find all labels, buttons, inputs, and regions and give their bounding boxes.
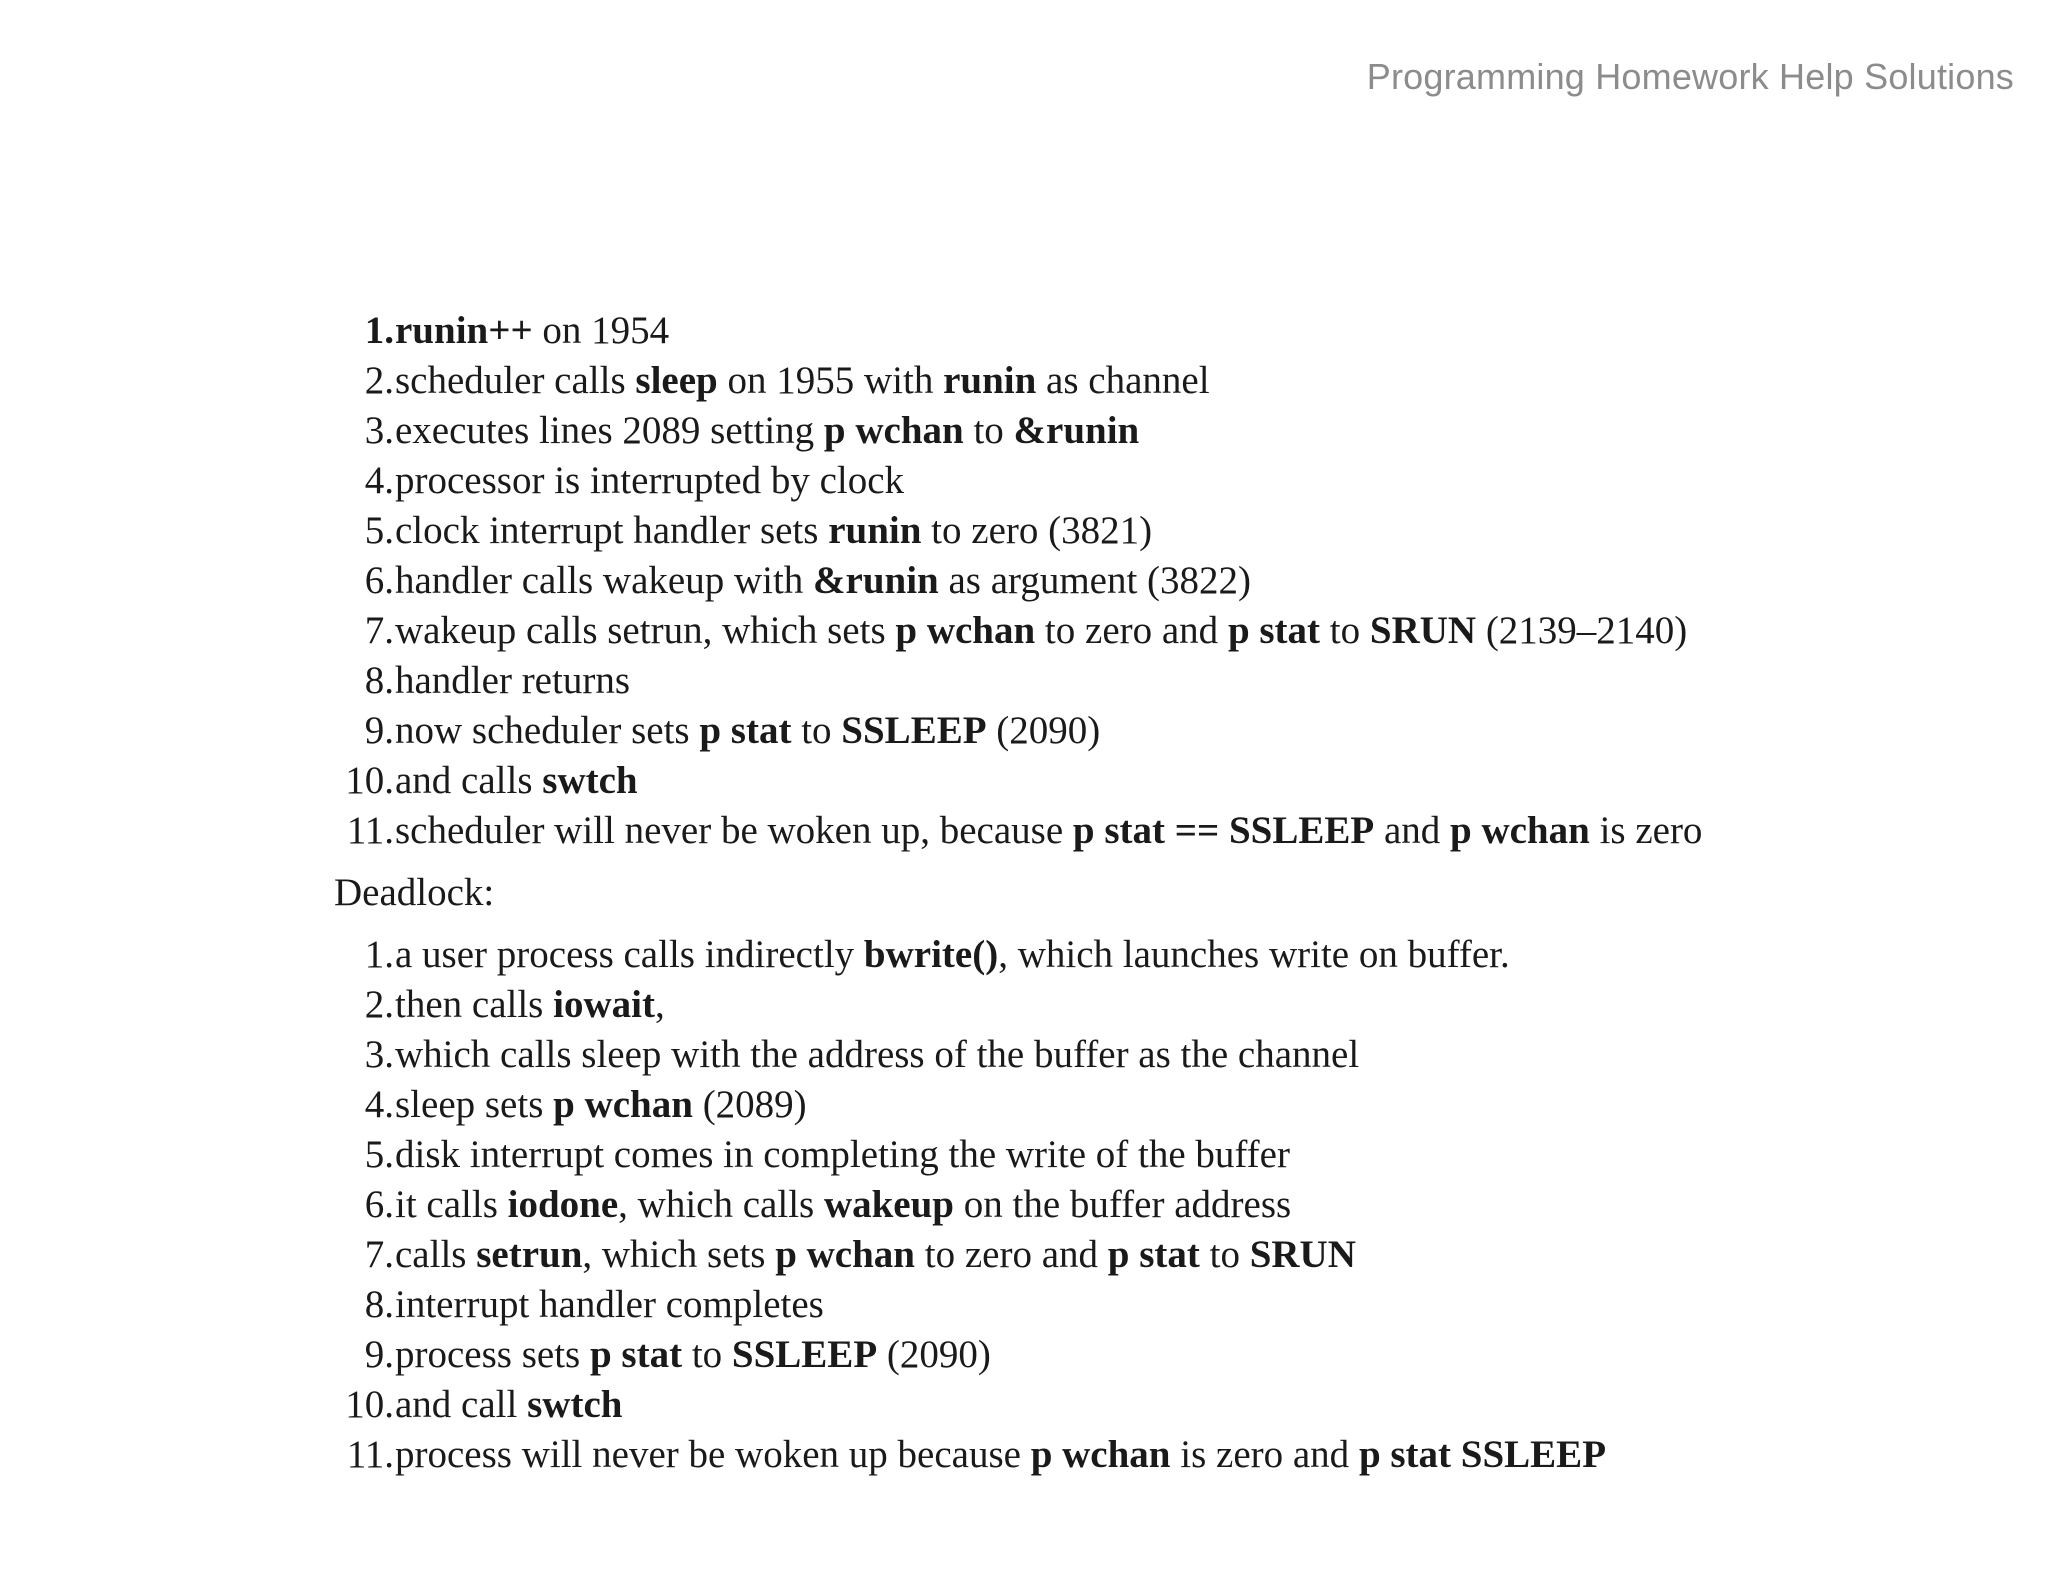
bold-term: &runin [813,559,939,602]
bold-term: iodone [507,1183,619,1226]
text-run: to [791,709,842,752]
list-item-text [395,406,1139,456]
bold-term: sleep [635,359,718,402]
list-item-number: 3. [364,409,394,452]
text-run: and call [395,1383,528,1426]
bold-term: p wchan [895,609,1036,652]
text-run: interrupt handler completes [395,1283,824,1326]
list-item [334,556,2034,606]
list-item-number: 6. [364,1183,394,1226]
list-item [334,1380,2034,1430]
list-item-text [395,1380,622,1430]
bold-term: p wchan [553,1083,693,1126]
list-item-number: 2. [364,359,394,402]
list-item [334,656,2034,706]
deadlock-heading: Deadlock: [334,871,495,914]
text-run: (2090) [986,709,1101,752]
bold-term: iowait [553,983,655,1026]
text-run: to [1320,609,1370,652]
list-item-text [395,1030,1359,1080]
list-item-number: 11. [346,1433,394,1476]
bold-term: p wchan [1450,809,1590,852]
text-run: , which launches write on buffer. [998,933,1510,976]
text-run: it calls [395,1183,508,1226]
list-item [334,980,2034,1030]
list-item-text [395,1230,1356,1280]
bold-term: bwrite() [863,933,999,976]
text-run: a user process calls indirectly [395,933,864,976]
text-run: calls [395,1233,477,1276]
list-item [334,1130,2034,1180]
bold-term: wakeup [823,1183,954,1226]
list-item-number: 4. [364,1083,394,1126]
list-item-number: 10. [345,1383,394,1426]
bold-term: p stat [1107,1233,1200,1276]
list-item-text [395,606,1687,656]
bold-term: p stat [589,1333,683,1376]
deadlock-list [334,930,2034,1480]
list-item-text [395,1430,1606,1480]
text-run: to zero and [1035,609,1228,652]
list-item-text [395,506,1152,556]
bold-term: &runin [1013,409,1140,452]
list-item-number: 2. [364,983,394,1026]
text-run: , which calls [618,1183,824,1226]
list-item-text [395,930,1510,980]
text-run: is zero and [1170,1433,1359,1476]
list-item [334,456,2034,506]
text-run: to [682,1333,732,1376]
list-item-number: 7. [364,609,394,652]
text-run: clock interrupt handler sets [395,509,829,552]
list-item-number: 9. [364,1333,394,1376]
list-item [334,1330,2034,1380]
text-run: to [963,409,1014,452]
race-condition-list [334,306,2034,856]
bold-term: p stat SSLEEP [1358,1433,1607,1476]
text-run: as channel [1036,359,1210,402]
list-item-text [395,456,904,506]
bold-term: SSLEEP [841,709,987,752]
text-run: , which sets [582,1233,776,1276]
list-item [334,1080,2034,1130]
document-body [334,306,2034,1480]
bold-term: p stat [699,709,792,752]
bold-term: runin [828,509,922,552]
list-item-number: 9. [364,709,394,752]
list-item-number: 5. [364,509,394,552]
list-item [334,1230,2034,1280]
list-item-number: 1. [364,309,394,352]
list-item-text [395,556,1251,606]
list-item [334,1180,2034,1230]
bold-term: swtch [527,1383,623,1426]
list-item [334,406,2034,456]
bold-term: SSLEEP [731,1333,878,1376]
list-item-text [395,1180,1291,1230]
text-run: sleep sets [395,1083,554,1126]
list-item [334,1030,2034,1080]
list-item-number: 3. [364,1033,394,1076]
text-run: process sets [395,1333,590,1376]
bold-term: p wchan [823,409,964,452]
text-run: now scheduler sets [395,709,700,752]
text-run: process will never be woken up because [395,1433,1031,1476]
list-item [334,806,2034,856]
list-item [334,506,2034,556]
text-run: as argument (3822) [938,559,1252,602]
bold-term: p stat == SSLEEP [1072,809,1375,852]
list-item-text [395,356,1210,406]
list-item-number: 10. [345,759,394,802]
text-run: (2089) [692,1083,807,1126]
list-item-text [395,1080,807,1130]
list-item-number: 5. [364,1133,394,1176]
list-item-text [395,1330,991,1380]
list-item-number: 11. [346,809,394,852]
list-item-text [395,980,665,1030]
bold-term: runin++ [395,309,533,352]
text-run: to zero (3821) [921,509,1153,552]
text-run: then calls [395,983,554,1026]
bold-term: SRUN [1369,609,1477,652]
list-item-number: 8. [364,659,394,702]
text-run: processor is interrupted by clock [395,459,905,502]
text-run: on 1954 [532,309,670,352]
list-item [334,706,2034,756]
list-item-number: 8. [364,1283,394,1326]
list-item-number: 6. [364,559,394,602]
list-item [334,306,2034,356]
bold-term: p stat [1227,609,1321,652]
list-item-text [395,1280,824,1330]
text-run: and calls [395,759,543,802]
list-item-text [395,756,638,806]
bold-term: p wchan [775,1233,915,1276]
bold-term: runin [943,359,1037,402]
text-run: on 1955 with [717,359,944,402]
bold-term: SRUN [1249,1233,1356,1276]
list-item-number: 7. [364,1233,394,1276]
text-run: scheduler calls [395,359,636,402]
list-item-text [395,706,1100,756]
text-run: is zero [1589,809,1703,852]
bold-term: swtch [542,759,638,802]
list-item [334,606,2034,656]
text-run: and [1374,809,1451,852]
text-run: executes lines 2089 setting [395,409,824,452]
bold-term: setrun [476,1233,583,1276]
list-item-text [395,806,1702,856]
list-item [334,356,2034,406]
bold-term: p wchan [1030,1433,1171,1476]
list-item [334,756,2034,806]
list-item [334,1280,2034,1330]
text-run: disk interrupt comes in completing the write of the buffer [395,1133,1290,1176]
text-run: on the buffer address [954,1183,1292,1226]
site-title: Programming Homework Help Solutions [1366,56,2014,97]
list-item-text [395,656,630,706]
text-run: scheduler will never be woken up, because [395,809,1073,852]
text-run: to zero and [915,1233,1108,1276]
text-run: to [1199,1233,1250,1276]
list-item-number: 4. [364,459,394,502]
text-run: (2139–2140) [1476,609,1688,652]
text-run: handler calls wakeup with [395,559,814,602]
text-run: which calls sleep with the address of the buffer as the channel [395,1033,1360,1076]
text-run: , [654,983,665,1026]
list-item-text [395,306,669,356]
list-item [334,1430,2034,1480]
text-run: (2090) [877,1333,991,1376]
list-item [334,930,2034,980]
list-item-text [395,1130,1290,1180]
text-run: wakeup calls setrun, which sets [395,609,896,652]
text-run: handler returns [395,659,630,702]
list-item-number: 1. [364,933,394,976]
